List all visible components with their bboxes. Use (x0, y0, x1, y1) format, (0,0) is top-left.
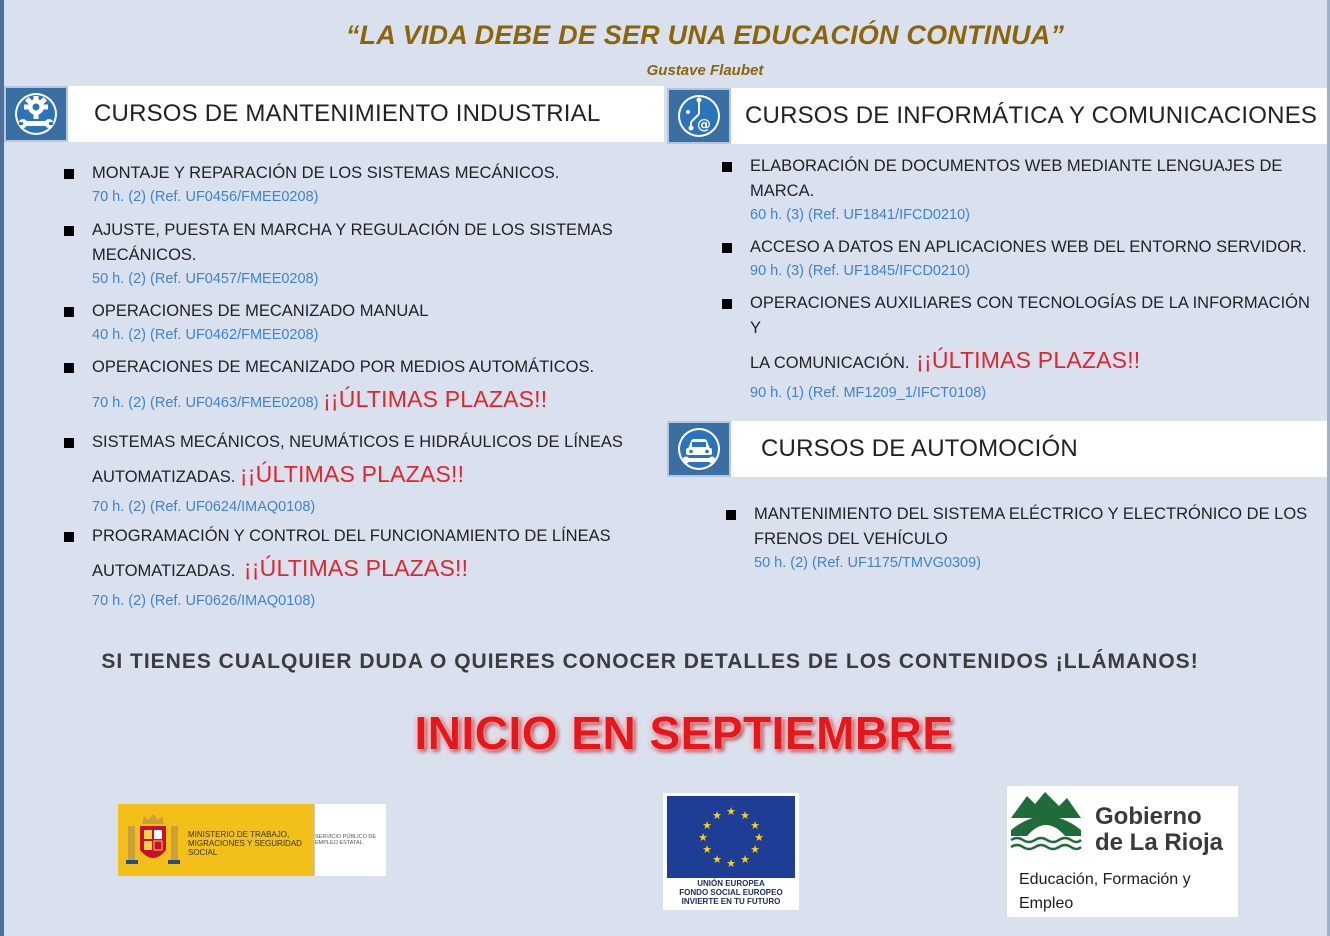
svg-text:★: ★ (712, 809, 722, 822)
svg-text:★: ★ (702, 819, 712, 832)
svg-text:★: ★ (740, 809, 750, 822)
course-name-row (92, 549, 652, 590)
list-item (92, 355, 652, 421)
course-ref: 90 h. (3) (Ref. UF1845/IFCD0210) (750, 263, 971, 279)
ministry-logo-panel (118, 804, 314, 876)
course-ref: 70 h. (2) (Ref. UF0624/IMAQ0108) (92, 499, 316, 515)
course-name: ACCESO A DATOS EN APLICACIONES WEB DEL ENTORNO SERVIDOR. (750, 238, 1307, 256)
course-name-line1: AJUSTE, PUESTA EN MARCHA Y REGULACIÓN DE LOS SISTEMAS (92, 221, 613, 239)
list-item (750, 235, 1320, 282)
rioja-name-line1: Gobierno (1095, 803, 1202, 830)
rioja-emblem-icon (1009, 788, 1083, 856)
svg-text:★: ★ (750, 819, 760, 832)
gear-wrench-icon (4, 86, 68, 142)
list-item (754, 502, 1324, 574)
list-item (92, 524, 652, 612)
course-name-line1: MANTENIMIENTO DEL SISTEMA ELÉCTRICO Y ELECTRÓNICO DE LOS (754, 505, 1308, 523)
section-title-informatica: CURSOS DE INFORMÁTICA Y COMUNICACIONES (745, 102, 1318, 129)
network-at-icon (667, 88, 731, 144)
course-name: OPERACIONES DE MECANIZADO MANUAL (92, 302, 429, 320)
eu-caption-line2: FONDO SOCIAL EUROPEO (679, 888, 783, 897)
section-header-industrial (4, 86, 664, 142)
svg-text:@: @ (697, 117, 711, 133)
svg-text:★: ★ (726, 857, 736, 870)
list-item (92, 430, 652, 518)
list-item (92, 299, 652, 346)
eu-stars-icon (667, 796, 795, 878)
course-ref: 50 h. (2) (Ref. UF1175/TMVG0309) (754, 555, 981, 571)
last-places-badge: ¡¡ÚLTIMAS PLAZAS!! (239, 461, 465, 487)
course-ref: 40 h. (2) (Ref. UF0462/FMEE0208) (92, 327, 319, 343)
svg-text:★: ★ (750, 843, 760, 856)
section-header-informatica (667, 88, 1327, 144)
list-item (750, 154, 1320, 226)
course-ref-row (92, 380, 652, 421)
rioja-name-line2: de La Rioja (1095, 829, 1224, 856)
eu-caption-line3: INVIERTE EN TU FUTURO (681, 897, 781, 906)
ministry-logo (118, 804, 386, 876)
course-name-line2: LA COMUNICACIÓN. (750, 354, 910, 372)
bullet-icon (64, 307, 74, 317)
list-item (92, 161, 652, 208)
course-ref: 70 h. (2) (Ref. UF0456/FMEE0208) (92, 189, 319, 205)
course-ref: 70 h. (2) (Ref. UF0463/FMEE0208) (92, 395, 319, 411)
svg-text:★: ★ (702, 843, 712, 856)
last-places-badge: ¡¡ÚLTIMAS PLAZAS!! (323, 386, 548, 412)
course-ref: 50 h. (2) (Ref. UF0457/FMEE0208) (92, 271, 319, 287)
bullet-icon (64, 532, 74, 542)
course-name-line2: AUTOMATIZADAS. (92, 468, 236, 486)
course-ref: 60 h. (3) (Ref. UF1841/IFCD0210) (750, 207, 971, 223)
eu-logo (663, 793, 799, 910)
ministry-service-text: SERVICIO PÚBLICO DE EMPLEO ESTATAL (315, 834, 377, 846)
bullet-icon (64, 226, 74, 236)
bullet-icon (722, 299, 732, 309)
course-name-line2: AUTOMATIZADAS. (92, 562, 236, 580)
course-name-line2: FRENOS DEL VEHÍCULO (754, 530, 948, 548)
quote-author: Gustave Flaubet (646, 62, 764, 79)
quote: “LA VIDA DEBE DE SER UNA EDUCACIÓN CONTINUA” (345, 20, 1065, 50)
ministry-name: MINISTERIO DE TRABAJO, MIGRACIONES Y SEGURIDAD SOCIAL (188, 830, 302, 857)
course-name-line1: OPERACIONES AUXILIARES CON TECNOLOGÍAS DE LA INFORMACIÓN Y (750, 294, 1310, 337)
rioja-name (1095, 804, 1223, 856)
course-name: OPERACIONES DE MECANIZADO POR MEDIOS AUTOMÁTICOS. (92, 358, 595, 376)
course-name: MONTAJE Y REPARACIÓN DE LOS SISTEMAS MECÁNICOS. (92, 164, 560, 182)
bullet-icon (722, 243, 732, 253)
eu-caption-line1: UNIÓN EUROPEA (697, 879, 765, 888)
bullet-icon (64, 169, 74, 179)
svg-text:★: ★ (698, 831, 708, 844)
list-item (750, 291, 1320, 404)
course-name-line1: PROGRAMACIÓN Y CONTROL DEL FUNCIONAMIENTO DE LÍNEAS (92, 527, 611, 545)
bullet-icon (64, 363, 74, 373)
course-name-line1: SISTEMAS MECÁNICOS, NEUMÁTICOS E HIDRÁULICOS DE LÍNEAS (92, 433, 623, 451)
bullet-icon (726, 510, 736, 520)
course-name-row (92, 455, 652, 496)
coat-of-arms-icon (118, 804, 188, 876)
rioja-department-line2: Empleo (1019, 895, 1074, 912)
eu-flag (667, 796, 795, 878)
bullet-icon (64, 438, 74, 448)
contact-message: SI TIENES CUALQUIER DUDA O QUIERES CONOCER DETALLES DE LOS CONTENIDOS ¡LLÁMANOS! (101, 650, 1199, 673)
car-wrench-icon (667, 421, 731, 477)
svg-text:★: ★ (754, 831, 764, 844)
section-header-automocion (667, 421, 1327, 477)
course-name-line1: ELABORACIÓN DE DOCUMENTOS WEB MEDIANTE LENGUAJES DE (750, 157, 1283, 175)
last-places-badge: ¡¡ÚLTIMAS PLAZAS!! (916, 347, 1141, 373)
list-item (92, 218, 652, 290)
svg-text:★: ★ (712, 853, 722, 866)
rioja-logo (1007, 786, 1238, 917)
course-name-row (750, 341, 1320, 382)
bullet-icon (722, 162, 732, 172)
ministry-service-panel (314, 804, 386, 876)
course-name-line2: MARCA. (750, 182, 815, 200)
course-name-line2: MECÁNICOS. (92, 246, 197, 264)
svg-text:★: ★ (726, 805, 736, 818)
svg-text:★: ★ (740, 853, 750, 866)
eu-caption (663, 879, 799, 906)
course-ref: 90 h. (1) (Ref. MF1209_1/IFCT0108) (750, 385, 987, 401)
last-places-badge: ¡¡ÚLTIMAS PLAZAS!! (243, 555, 469, 581)
rioja-department-line1: Educación, Formación y (1019, 871, 1191, 888)
rioja-department (1019, 868, 1191, 916)
course-ref: 70 h. (2) (Ref. UF0626/IMAQ0108) (92, 593, 316, 609)
section-title-automocion: CURSOS DE AUTOMOCIÓN (761, 435, 1078, 462)
section-title-industrial: CURSOS DE MANTENIMIENTO INDUSTRIAL (94, 100, 601, 127)
start-banner: INICIO EN SEPTIEMBRE (414, 707, 954, 759)
